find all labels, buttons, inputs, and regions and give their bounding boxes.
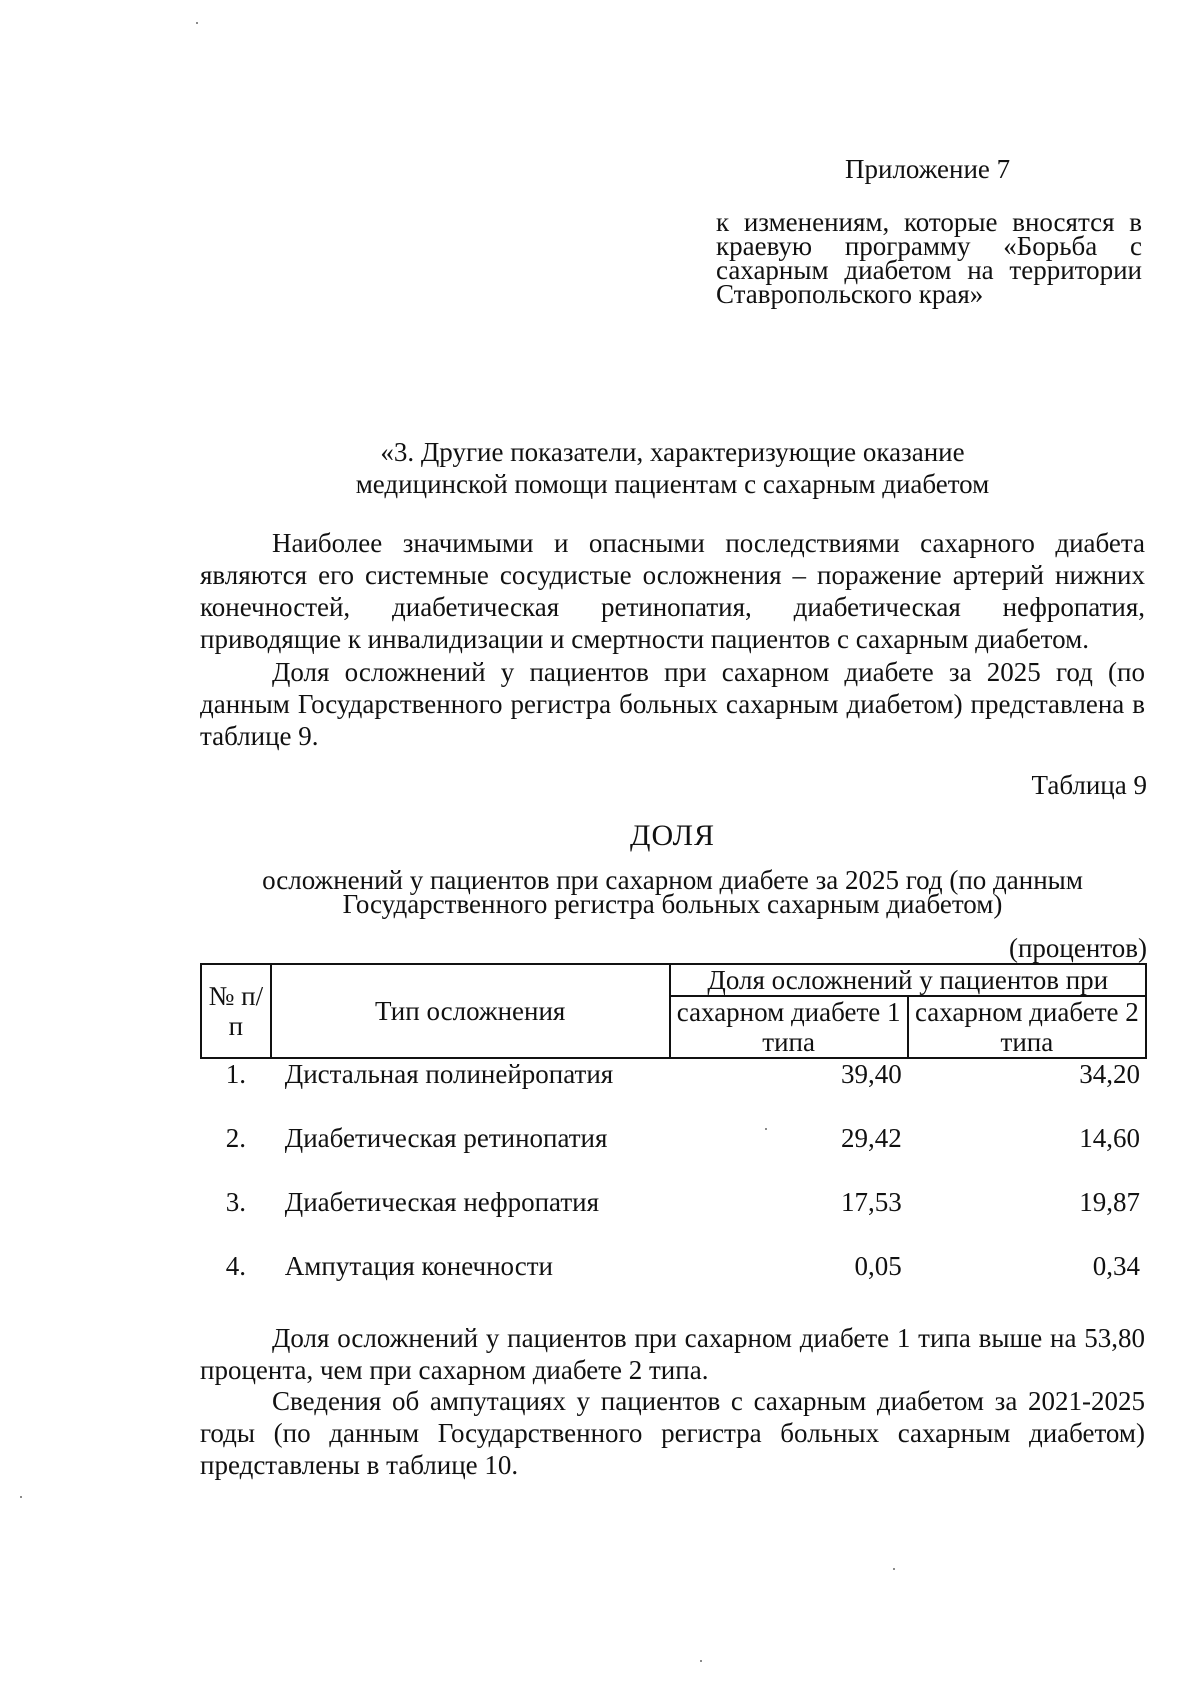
table-units: (процентов) — [1008, 933, 1147, 963]
row-value-type-2: 0,34 — [1092, 1251, 1140, 1281]
row-complication-type: Диабетическая ретинопатия — [284, 1123, 608, 1153]
row-value-type-1: 0,05 — [854, 1251, 902, 1281]
section-heading-line-2: медицинской помощи пациентам с сахарным диабетом — [355, 469, 990, 499]
row-number: 1. — [225, 1059, 247, 1089]
table-caption-line-2: Государственного регистра больных сахарным диабетом) — [342, 889, 1003, 919]
table-row — [201, 1251, 1146, 1315]
row-complication-type: Диабетическая нефропатия — [284, 1187, 600, 1217]
paragraph-comparison: Доля осложнений у пациентов при сахарном диабете 1 типа выше на 53,80 процента, чем при сахарном диабете 2 типа. — [200, 1323, 1145, 1385]
header-diabetes-type-1: сахарном диабете 1 типа — [670, 996, 908, 1058]
table-header-row — [201, 964, 1146, 996]
header-group-share: Доля осложнений у пациентов при — [670, 964, 1146, 996]
section-heading-line-1: «3. Другие показатели, характеризующие оказание — [380, 437, 965, 467]
header-diabetes-type-2: сахарном диабете 2 типа — [908, 996, 1146, 1058]
scan-speck — [893, 1568, 895, 1570]
scan-speck — [196, 22, 198, 24]
table-row — [201, 1187, 1146, 1251]
table-caption-line-1: осложнений у пациентов при сахарном диабете за 2025 год (по данным — [262, 865, 1083, 895]
header-complication-type: Тип осложнения — [271, 964, 670, 1058]
table-label: Таблица 9 — [1031, 770, 1147, 800]
scan-speck — [700, 1660, 702, 1662]
table-row — [201, 1123, 1146, 1187]
scan-speck — [765, 1128, 767, 1130]
annex-title: Приложение 7 — [845, 154, 1011, 184]
annex-reference: к изменениям, которые вносятся в краевую программу «Борьба с сахарным диабетом на территории Ставропольского края» — [716, 207, 1142, 309]
header-number: № п/п — [201, 964, 271, 1058]
row-value-type-2: 19,87 — [1079, 1187, 1140, 1217]
row-complication-type: Дистальная полинейропатия — [284, 1059, 614, 1089]
paragraph-table-intro: Доля осложнений у пациентов при сахарном диабете за 2025 год (по данным Государственного регистра больных сахарным диабетом) представлена в таблице 9. — [200, 657, 1145, 751]
paragraph-amputations: Сведения об ампутациях у пациентов с сахарным диабетом за 2021-2025 годы (по данным Государственного регистра больных сахарным диабетом) представлены в таблице 10. — [200, 1386, 1145, 1480]
scan-speck — [20, 1496, 22, 1498]
row-value-type-1: 17,53 — [841, 1187, 902, 1217]
row-value-type-2: 34,20 — [1079, 1059, 1140, 1089]
paragraph-complications: Наиболее значимыми и опасными последствиями сахарного диабета являются его системные сосудистые осложнения – поражение артерий нижних конечностей, диабетическая ретинопатия, диабетическая нефропатия, приводящие к инвалидизации и смертности пациентов с сахарным диабетом. — [200, 528, 1145, 654]
row-value-type-1: 39,40 — [841, 1059, 902, 1089]
row-complication-type: Ампутация конечности — [284, 1251, 553, 1281]
row-number: 2. — [225, 1123, 247, 1153]
table-row — [201, 1058, 1146, 1123]
section-heading — [200, 436, 1145, 500]
row-value-type-2: 14,60 — [1079, 1123, 1140, 1153]
row-number: 4. — [225, 1251, 247, 1281]
row-number: 3. — [225, 1187, 247, 1217]
complications-table — [200, 963, 1147, 1315]
row-value-type-1: 29,42 — [841, 1123, 902, 1153]
table-caption — [200, 865, 1145, 919]
table-title: ДОЛЯ — [630, 819, 715, 852]
